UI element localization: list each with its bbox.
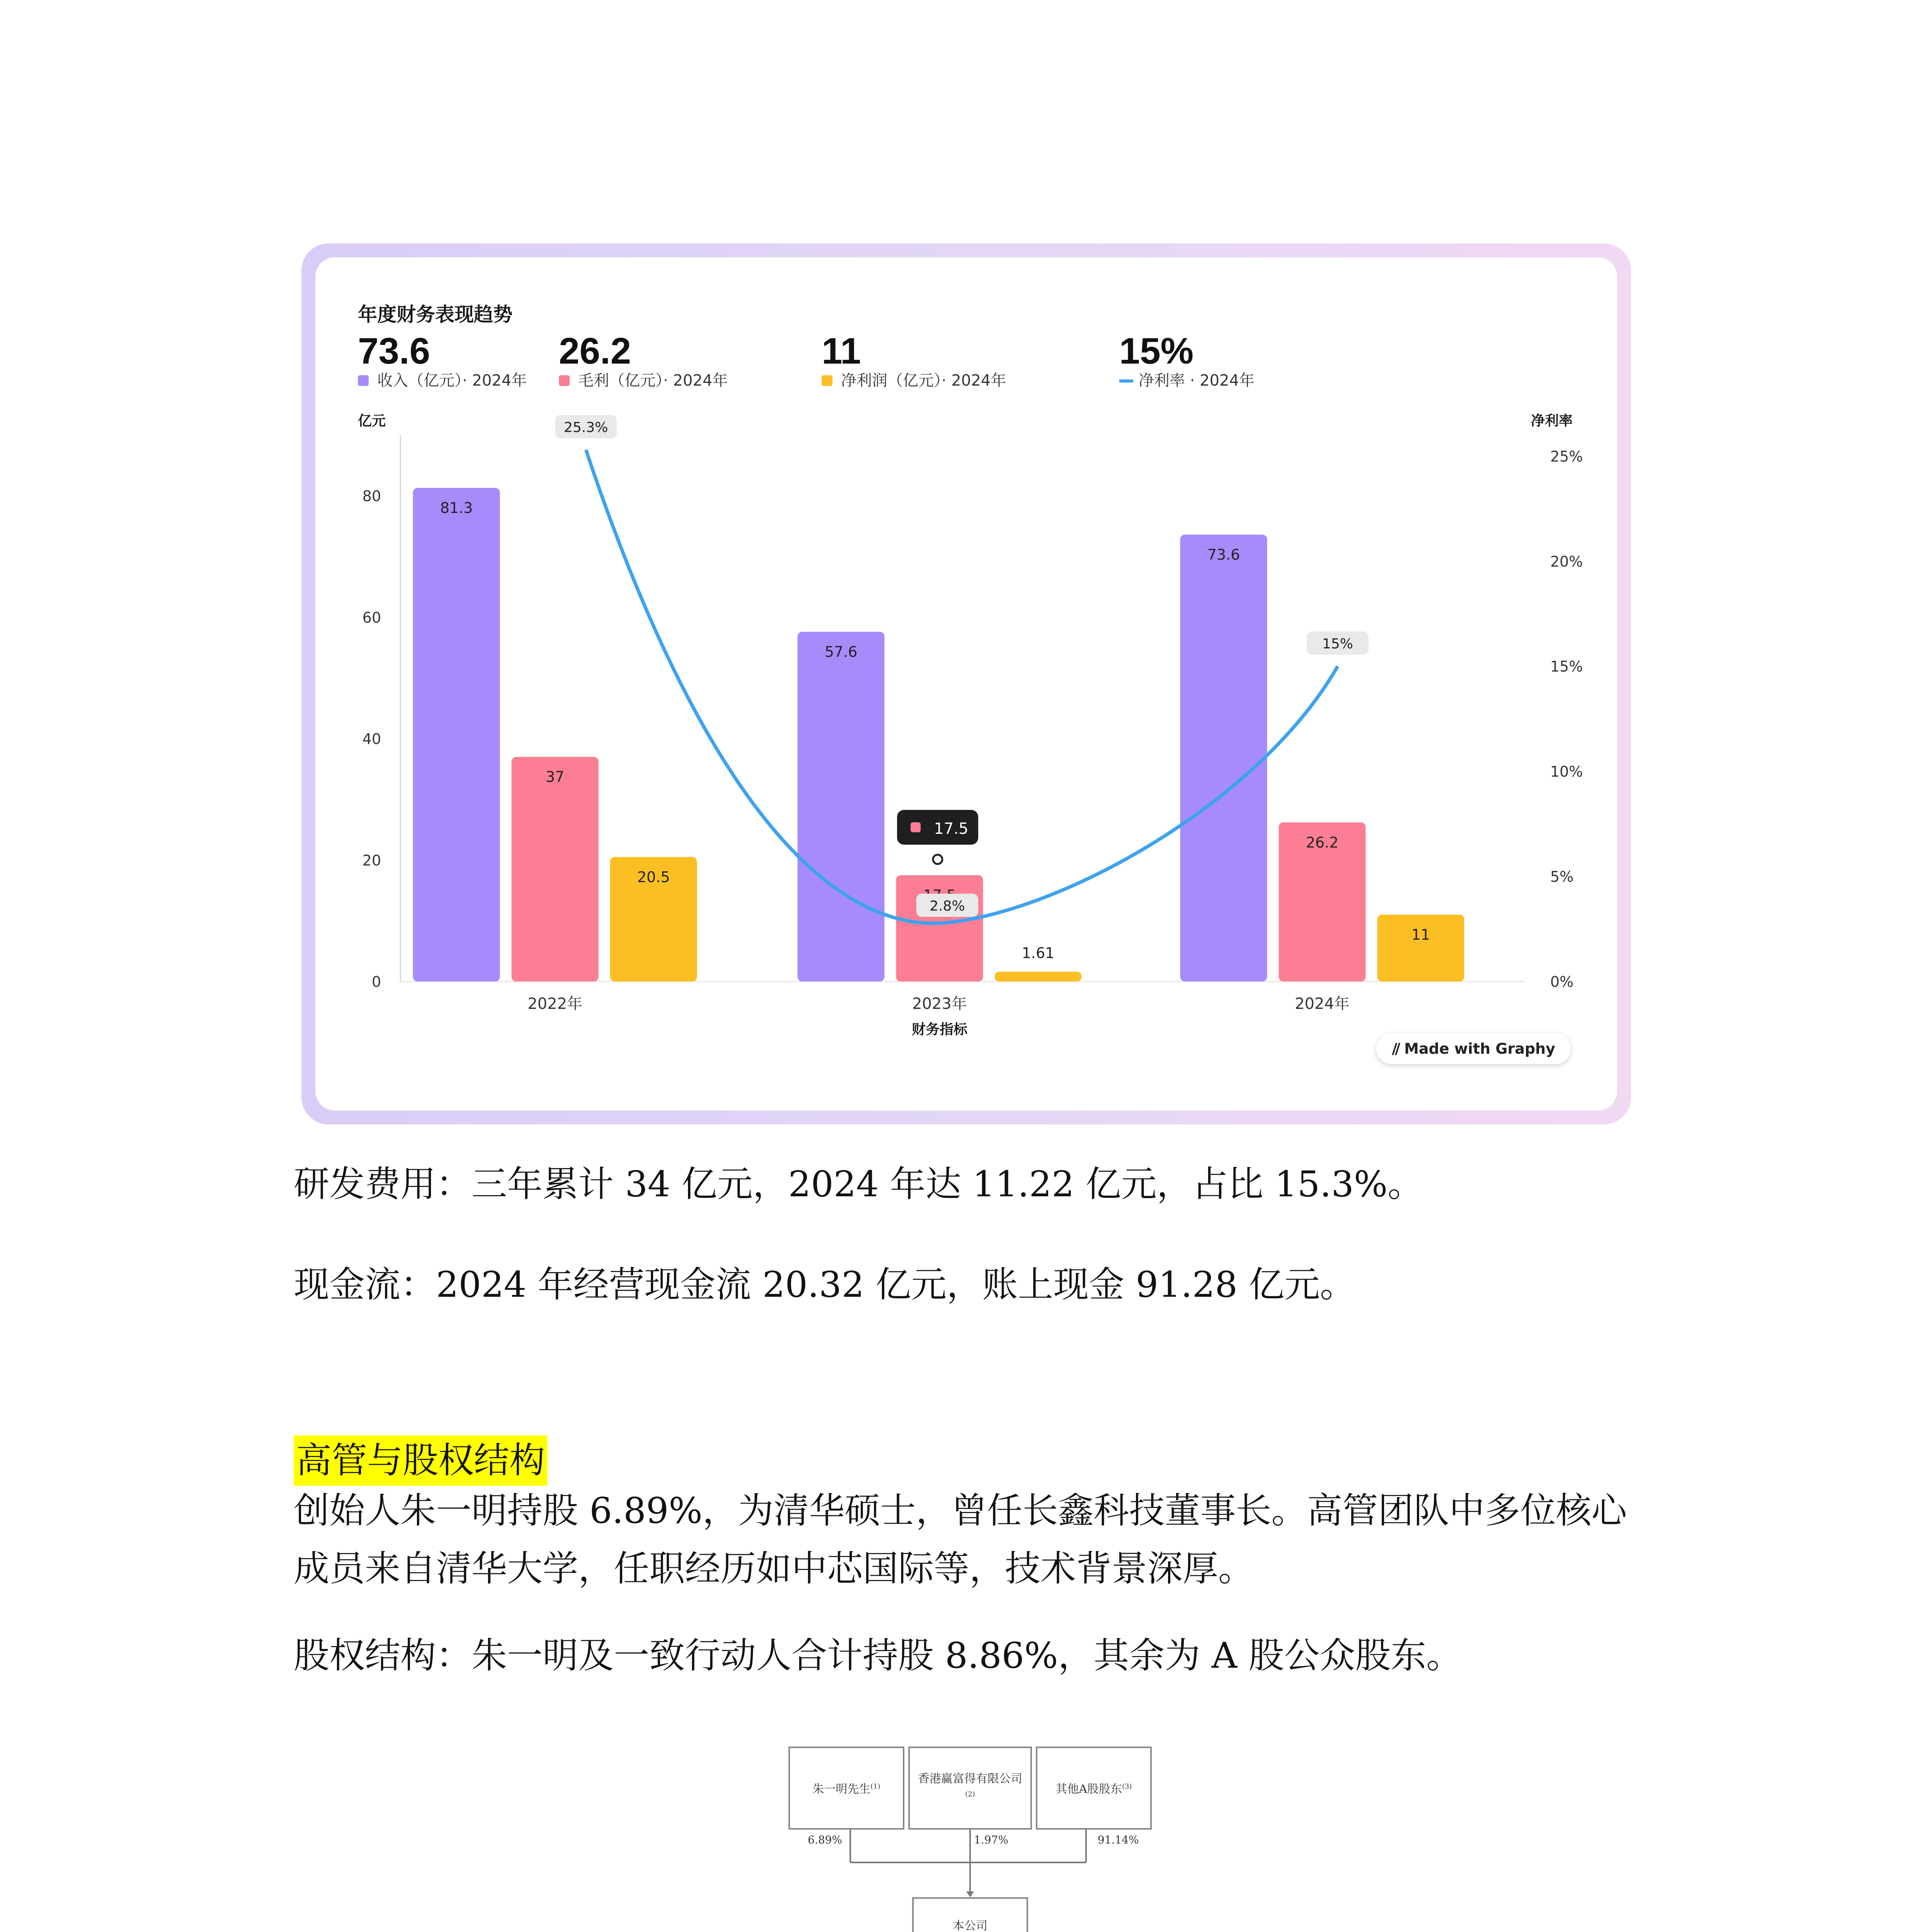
line-label-1: 2.8% <box>930 898 965 914</box>
pct-zhu: 6.89% <box>808 1833 842 1846</box>
line-label-2: 15% <box>1322 636 1353 652</box>
bar-label-2-2: 11 <box>1411 926 1430 944</box>
management-text: 创始人朱一明持股 6.89%，为清华硕士，曾任长鑫科技董事长。高管团队中多位核心成员来自清华大学，任职经历如中芯国际等，技术背景深厚。 <box>294 1490 1627 1589</box>
y-right-tick-4: 20% <box>1550 553 1583 570</box>
bar-label-2-0: 73.6 <box>1207 546 1240 563</box>
graphy-logo-icon: // <box>1392 1040 1398 1057</box>
kpi-value-1: 26.2 <box>559 330 631 372</box>
y-tick-2: 40 <box>362 730 381 748</box>
bar-label-1-0: 57.6 <box>824 643 858 661</box>
shareholder-other-a-share: 其他A股股东$^{(3)}$ <box>1036 1747 1152 1830</box>
cash-flow-text: 现金流：2024 年经营现金流 20.32 亿元，账上现金 91.28 亿元。 <box>294 1264 1356 1305</box>
right-axis-unit: 净利率 <box>1531 413 1573 429</box>
y-tick-1: 20 <box>362 852 381 869</box>
y-right-tick-5: 25% <box>1550 448 1583 465</box>
left-axis-unit: 亿元 <box>358 413 386 429</box>
y-right-tick-0: 0% <box>1550 973 1574 990</box>
kpi-value-3: 15% <box>1119 330 1194 372</box>
y-tick-3: 60 <box>362 609 381 626</box>
chart-title: 年度财务表现趋势 <box>358 303 512 326</box>
rd-expense-text: 研发费用：三年累计 34 亿元，2024 年达 11.22 亿元，占比 15.3%。 <box>294 1163 1423 1205</box>
kpi-label-1: 毛利（亿元）· 2024年 <box>578 372 728 389</box>
kpi-value-2: 11 <box>822 330 861 372</box>
kpi-label-0: 收入（亿元）· 2024年 <box>377 372 527 389</box>
bar-label-2-1: 26.2 <box>1306 834 1339 851</box>
y-tick-4: 80 <box>362 488 381 505</box>
y-right-tick-1: 5% <box>1550 868 1574 886</box>
org-center-company: 本公司 <box>912 1897 1028 1932</box>
y-right-tick-2: 10% <box>1550 763 1583 781</box>
bar-label-0-2: 20.5 <box>637 868 670 886</box>
shareholder-hk-yingfude: 香港赢富得有限公司$^{(2)}$ <box>908 1747 1032 1830</box>
x-tick-2: 2024年 <box>1295 995 1350 1013</box>
y-right-tick-3: 15% <box>1550 658 1583 675</box>
x-axis-label: 财务指标 <box>911 1022 968 1037</box>
bar-label-1-2: 1.61 <box>1021 944 1055 962</box>
badge-label: Made with Graphy <box>1404 1040 1555 1057</box>
x-tick-0: 2022年 <box>528 995 582 1013</box>
x-tick-1: 2023年 <box>912 995 967 1013</box>
bar-label-0-1: 37 <box>545 768 565 786</box>
equity-text: 股权结构：朱一明及一致行动人合计持股 8.86%，其余为 A 股公众股东。 <box>294 1635 1462 1676</box>
kpi-label-3: 净利率 · 2024年 <box>1139 372 1255 389</box>
pct-hk: 1.97% <box>974 1833 1008 1846</box>
heading-management-equity: 高管与股权结构 <box>294 1435 547 1486</box>
y-tick-0: 0 <box>371 973 381 990</box>
bar-label-0-0: 81.3 <box>440 499 473 517</box>
shareholder-zhu-yiming: 朱一明先生$^{(1)}$ <box>788 1747 904 1830</box>
kpi-value-0: 73.6 <box>358 330 430 372</box>
line-label-0: 25.3% <box>564 420 608 436</box>
kpi-label-2: 净利润（亿元）· 2024年 <box>841 372 1006 389</box>
tooltip-value: 17.5 <box>934 820 969 838</box>
pct-other: 91.14% <box>1098 1833 1139 1846</box>
